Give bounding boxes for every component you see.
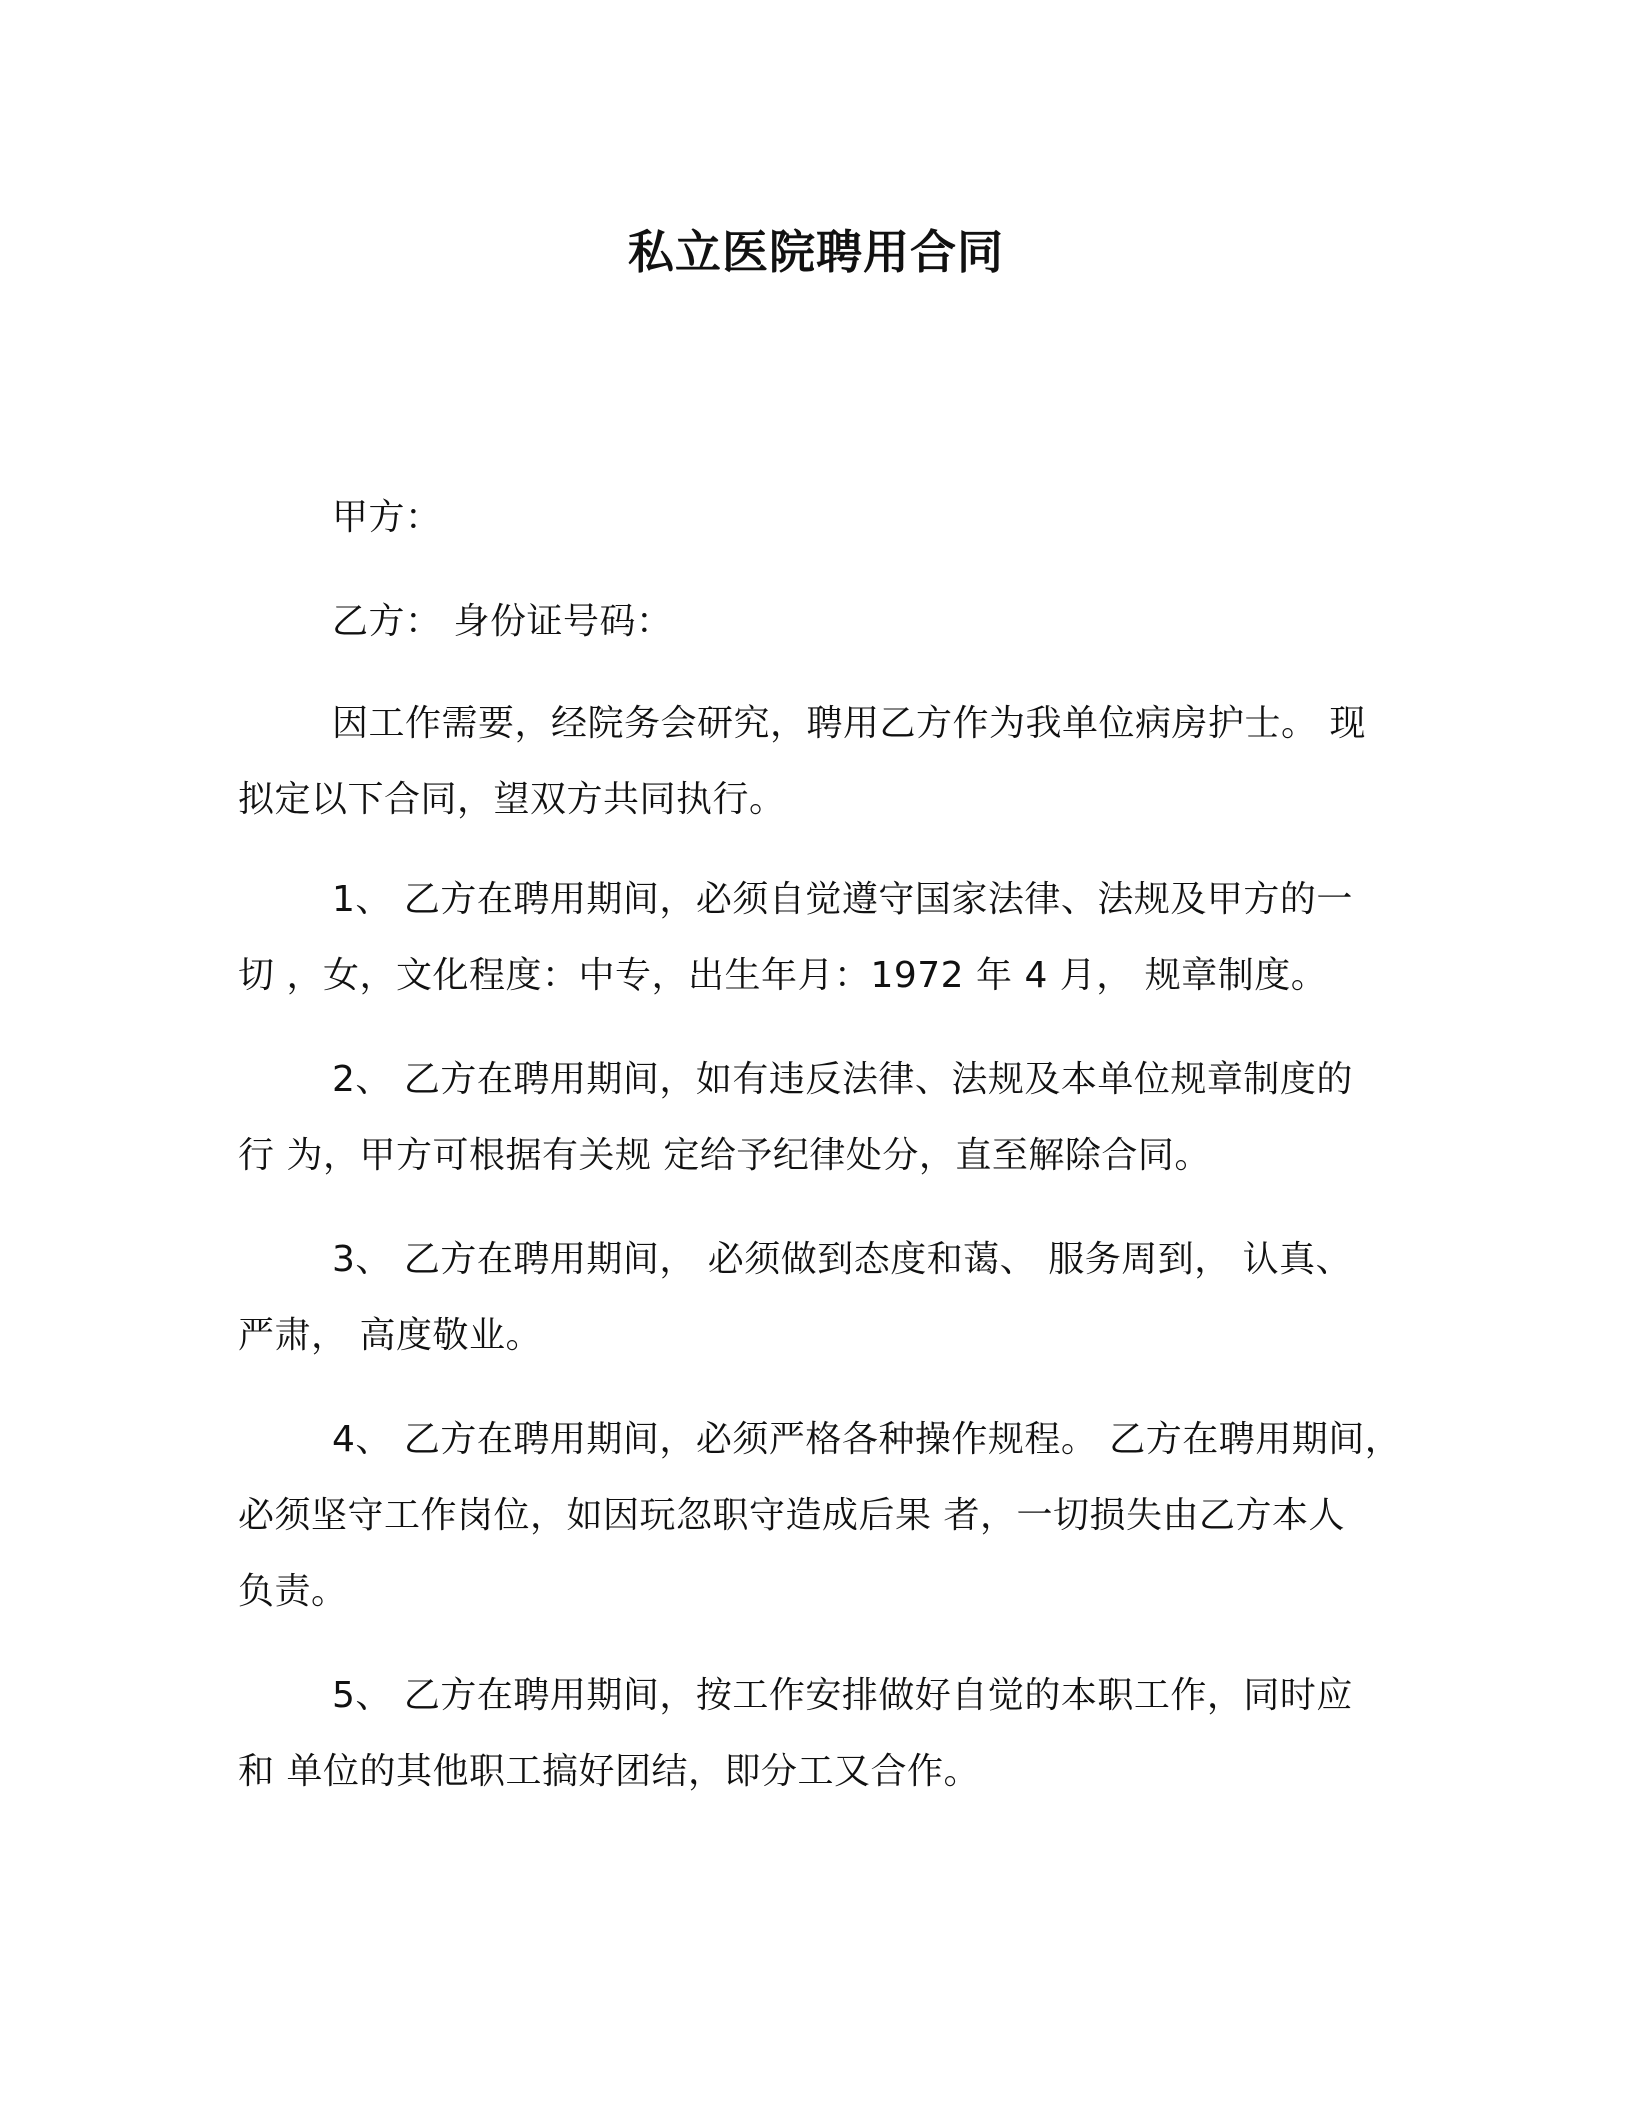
document-title: 私立医院聘用合同 (628, 225, 1004, 279)
clause-3-line-1: 3、 乙方在聘用期间， 必须做到态度和蔼、 服务周到， 认真、 (332, 1239, 1353, 1280)
clause-2-line-1: 2、 乙方在聘用期间，如有违反法律、法规及本单位规章制度的 (332, 1059, 1353, 1100)
clause-1-line-1: 1、 乙方在聘用期间，必须自觉遵守国家法律、法规及甲方的一 (332, 879, 1353, 920)
clause-3-line-2: 严肃， 高度敬业。 (238, 1315, 542, 1356)
clause-5-line-1: 5、 乙方在聘用期间，按工作安排做好自觉的本职工作，同时应 (332, 1675, 1353, 1716)
clause-4-line-2: 必须坚守工作岗位，如因玩忽职守造成后果 者，一切损失由乙方本人 (238, 1495, 1345, 1536)
party-a-line: 甲方： (332, 497, 442, 538)
clause-2-line-2: 行 为，甲方可根据有关规 定给予纪律处分，直至解除合同。 (238, 1135, 1211, 1176)
clause-4-line-3: 负责。 (238, 1571, 348, 1612)
party-b-line: 乙方： 身份证号码： (332, 601, 673, 642)
clause-5-line-2: 和 单位的其他职工搞好团结，即分工又合作。 (238, 1751, 980, 1792)
intro-line-2: 拟定以下合同，望双方共同执行。 (238, 779, 786, 820)
intro-line-1: 因工作需要，经院务会研究，聘用乙方作为我单位病房护士。 现 (332, 703, 1366, 744)
clause-1-line-2: 切 ，女，文化程度：中专，出生年月：1972 年 4 月， 规章制度。 (238, 955, 1328, 996)
clause-4-line-1: 4、 乙方在聘用期间，必须严格各种操作规程。 乙方在聘用期间， (332, 1419, 1402, 1460)
